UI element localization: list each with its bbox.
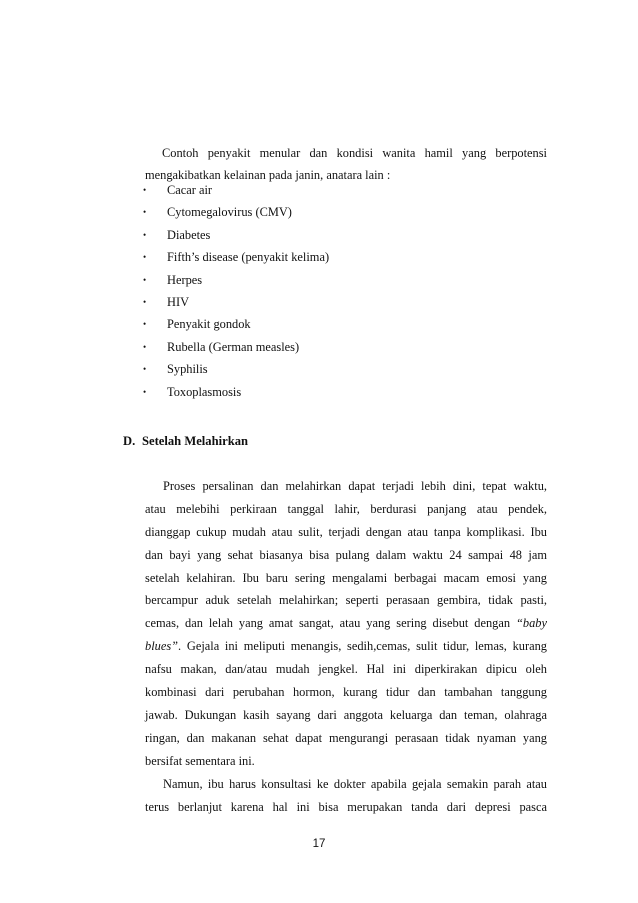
- intro-line-1: Contoh penyakit menular dan kondisi wanita hamil yang berpotensi: [162, 146, 547, 160]
- list-item: [143, 204, 329, 226]
- list-item: [143, 384, 329, 406]
- paragraph-line: Namun, ibu harus konsultasi ke dokter apabila gejala semakin parah atau: [163, 777, 547, 791]
- disease-name: Cytomegalovirus (CMV): [167, 205, 292, 220]
- bullet-icon: •: [143, 207, 147, 218]
- disease-name: Diabetes: [167, 227, 211, 242]
- paragraph-line: setelah kelahiran. Ibu baru sering mengalami berbagai macam emosi yang: [145, 570, 547, 585]
- list-item: [143, 249, 329, 271]
- list-item: [143, 227, 329, 249]
- paragraph-line: terus berlanjut karena hal ini bisa merupakan tanda dari depresi pasca: [145, 799, 547, 814]
- paragraph-line: dan bayi yang sehat biasanya bisa pulang dalam waktu 24 sampai 48 jam: [145, 547, 547, 562]
- bullet-icon: •: [143, 185, 147, 195]
- disease-name: Cacar air: [167, 183, 213, 197]
- disease-name: Fifth’s disease (penyakit kelima): [167, 250, 330, 265]
- paragraph-line: jawab. Dukungan kasih sayang dari anggota keluarga dan teman, olahraga: [145, 707, 547, 722]
- page-number: 17: [312, 838, 326, 850]
- italic-term: blues”: [145, 639, 179, 654]
- disease-name: Herpes: [167, 272, 203, 287]
- paragraph-line: nafsu makan, dan/atau mudah jengkel. Hal ini diperkirakan dipicu oleh: [145, 662, 547, 677]
- paragraph-1: [145, 478, 547, 776]
- list-item: [143, 182, 329, 204]
- disease-list: [143, 182, 329, 406]
- disease-name: HIV: [167, 294, 190, 309]
- intro-line-2: mengakibatkan kelainan pada janin, anatara lain :: [145, 168, 391, 182]
- paragraph-2: [145, 776, 547, 822]
- bullet-icon: •: [143, 229, 147, 240]
- bullet-icon: •: [143, 319, 147, 330]
- list-item: [143, 272, 329, 294]
- paragraph-line: cemas, dan lelah yang amat sangat, atau yang sering disebut dengan “baby: [145, 616, 547, 631]
- paragraph-line: blues”. Gejala ini meliputi menangis, sedih,cemas, sulit tidur, lemas, kurang: [145, 639, 547, 654]
- section-heading: [123, 433, 248, 449]
- bullet-icon: •: [143, 296, 147, 307]
- paragraph-line: Proses persalinan dan melahirkan dapat terjadi lebih dini, tepat waktu,: [163, 479, 547, 493]
- bullet-icon: •: [143, 386, 147, 397]
- disease-name: Toxoplasmosis: [167, 384, 242, 399]
- paragraph-line: dianggap cukup mudah atau sulit, terjadi dengan atau tanpa komplikasi. Ibu: [145, 524, 547, 539]
- list-item: [143, 339, 329, 361]
- bullet-icon: •: [143, 252, 147, 263]
- section-title: Setelah Melahirkan: [142, 434, 248, 448]
- bullet-icon: •: [143, 274, 147, 285]
- paragraph-line: atau melebihi perkiraan tanggal lahir, berdurasi panjang atau pendek,: [145, 501, 547, 516]
- section-number: D.: [123, 434, 136, 448]
- paragraph-line: kombinasi dari perubahan hormon, kurang tidur dan tambahan tanggung: [145, 685, 547, 700]
- list-item: [143, 361, 329, 383]
- bullet-icon: •: [143, 341, 147, 352]
- list-item: [143, 294, 329, 316]
- disease-name: Syphilis: [167, 362, 208, 377]
- disease-name: Penyakit gondok: [167, 317, 251, 332]
- paragraph-line: bercampur aduk setelah melahirkan; seperti perasaan gembira, tidak pasti,: [145, 593, 547, 608]
- bullet-icon: •: [143, 364, 147, 375]
- paragraph-line: bersifat sementara ini.: [145, 753, 255, 768]
- italic-term: “baby: [516, 616, 547, 631]
- disease-name: Rubella (German measles): [167, 339, 300, 354]
- paragraph-line: ringan, dan makanan sehat dapat mengurangi perasaan tidak nyaman yang: [145, 730, 547, 745]
- list-item: [143, 316, 329, 338]
